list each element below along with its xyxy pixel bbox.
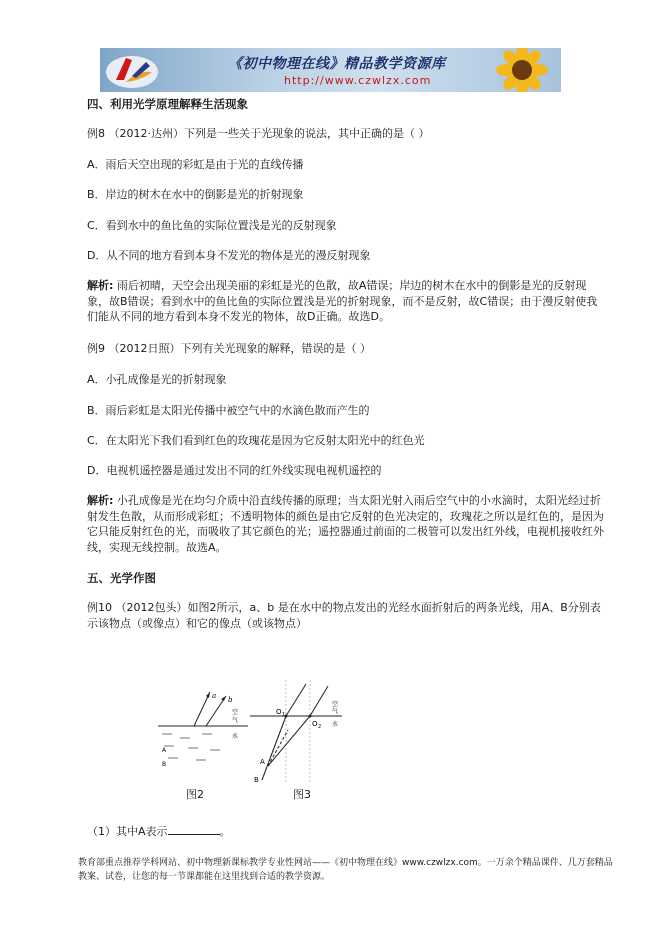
fig2-label-B: B xyxy=(162,761,167,768)
answer-blank xyxy=(168,824,220,835)
figure-2-caption: 图2 xyxy=(186,788,204,801)
example8-option-b: B．岸边的树木在水中的倒影是光的折射现象 xyxy=(87,188,304,201)
fig2-label-kong: 空 xyxy=(232,709,239,716)
fig2-label-shui: 水 xyxy=(232,733,239,740)
example9-option-b: B．雨后彩虹是太阳光传播中被空气中的水滴色散而产生的 xyxy=(87,404,370,417)
sunflower-icon xyxy=(487,48,557,92)
section5-heading: 五、光学作图 xyxy=(87,571,156,585)
fig3-label-shui: 水 xyxy=(332,721,339,728)
fig3-label-qi: 气 xyxy=(332,708,339,715)
figure-3-caption: 图3 xyxy=(293,788,311,801)
sub1-suffix: 。 xyxy=(219,825,231,838)
figure-2 xyxy=(158,688,248,772)
analysis-label: 解析: xyxy=(87,279,114,292)
example8-question: 例8 （2012·达州）下列是一些关于光现象的说法，其中正确的是（ ） xyxy=(87,127,430,140)
page-footer: 教育部重点推荐学科网站、初中物理新课标教学专业性网站——《初中物理在线》www.czwlzx.com。一万余个精品课件、几万套精品教案、试卷，让您的每一节课都能在这里找到合适的教学资源。 xyxy=(78,858,613,882)
analysis-text: 雨后初晴，天空会出现美丽的彩虹是光的色散，故A错误；岸边的树木在水中的倒影是光的反射现象，故B错误；看到水中的鱼比鱼的实际位置浅是光的折射现象，而不是反射，故C错误；由于漫反射使我们能从不同的地方看到本身不发光的物体，故D正确。故选D。 xyxy=(87,279,598,323)
fig2-label-qi: 气 xyxy=(232,717,239,724)
fig3-label-B: B xyxy=(254,776,259,784)
analysis-text: 小孔成像是光在均匀介质中沿直线传播的原理；当太阳光射入雨后空气中的小水滴时，太阳光经过折射发生色散，从而形成彩虹；不透明物体的颜色是由它反射的色光决定的，玫瑰花之所以是红色的，是因为它只能反射红色的光，而吸收了其它颜色的光；遥控器通过前面的二极管可以发出红外线，电视机接收红外线，实现无线控制。故选A。 xyxy=(87,494,604,554)
fig3-label-o1-sub: 1 xyxy=(282,712,286,718)
example8-option-d: D．从不同的地方看到本身不发光的物体是光的漫反射现象 xyxy=(87,249,371,262)
example8-analysis xyxy=(87,278,607,325)
analysis-label: 解析: xyxy=(87,494,114,507)
sub-question-1 xyxy=(87,824,231,839)
figure-3 xyxy=(248,680,344,784)
example9-option-a: A．小孔成像是光的折射现象 xyxy=(87,373,227,386)
example9-option-c: C．在太阳光下我们看到红色的玫瑰花是因为它反射太阳光中的红色光 xyxy=(87,434,425,447)
sub1-prefix: （1）其中A表示 xyxy=(87,825,168,838)
fig3-label-kong: 空 xyxy=(332,701,339,708)
fig3-label-A: A xyxy=(260,758,265,766)
example8-option-c: C．看到水中的鱼比鱼的实际位置浅是光的反射现象 xyxy=(87,219,337,232)
fig2-label-A: A xyxy=(162,747,167,754)
example9-analysis xyxy=(87,493,607,555)
banner-url[interactable]: http://www.czwlzx.com xyxy=(284,74,432,87)
banner-title: 《初中物理在线》精品教学资源库 xyxy=(228,56,446,72)
fig3-label-o1: O xyxy=(276,708,282,716)
fig3-label-o2-sub: 2 xyxy=(318,724,322,730)
logo-icon xyxy=(102,50,162,90)
fig2-label-a: a xyxy=(212,692,217,700)
example10-question: 例10 （2012包头）如图2所示，a、b 是在水中的物点发出的光经水面折射后的两条光线，用A、B分别表示该物点（或像点）和它的像点（或该物点） xyxy=(87,601,601,630)
example8-option-a: A．雨后天空出现的彩虹是由于光的直线传播 xyxy=(87,158,304,171)
example9-question: 例9 （2012日照）下列有关光现象的解释，错误的是（ ） xyxy=(87,342,371,355)
fig3-label-o2: O xyxy=(312,720,318,728)
section4-heading: 四、利用光学原理解释生活现象 xyxy=(87,97,248,111)
example9-option-d: D．电视机遥控器是通过发出不同的红外线实现电视机遥控的 xyxy=(87,464,382,477)
fig2-label-b: b xyxy=(228,696,233,704)
header-banner xyxy=(100,48,561,92)
